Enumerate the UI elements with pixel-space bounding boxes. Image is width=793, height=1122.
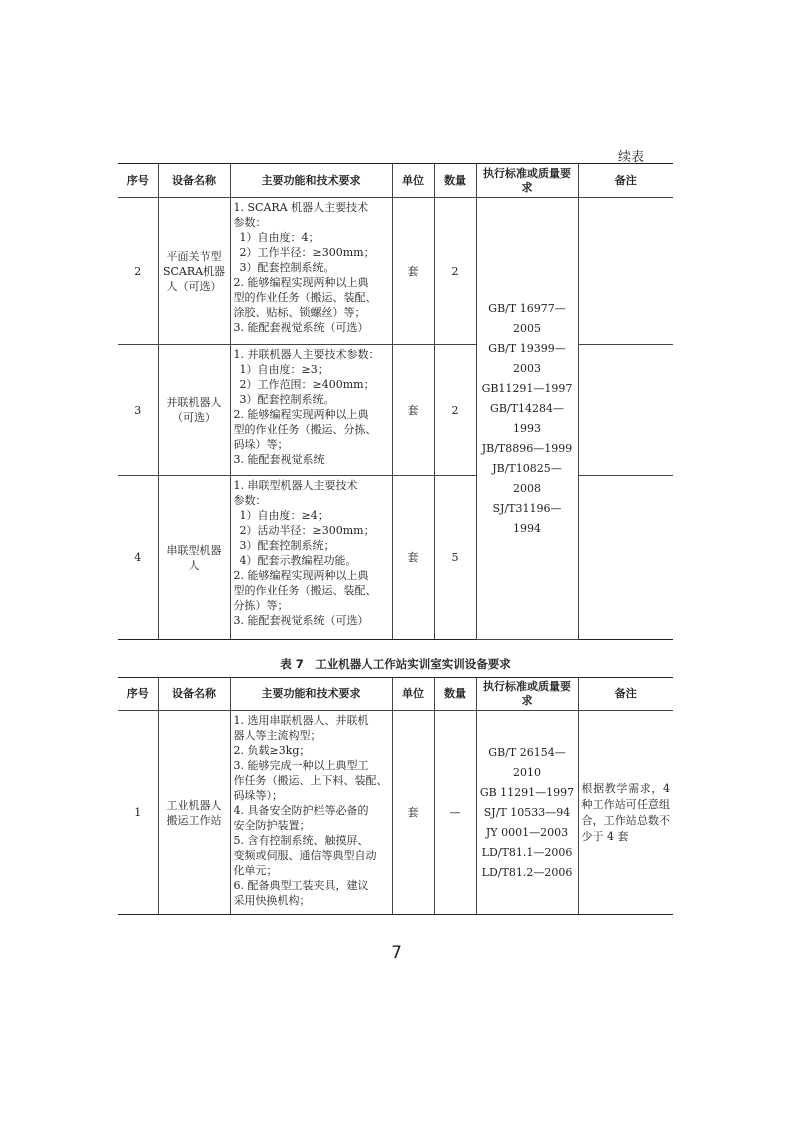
func-line: 2）工作半径：≥300mm； — [239, 246, 375, 259]
func-line: 3）配套控制系统。 — [239, 261, 335, 274]
standard-item: GB/T 16977—2005 — [488, 301, 566, 335]
func-line: 码垛）等； — [233, 438, 289, 451]
func-line: 3）配套控制系统。 — [239, 393, 335, 406]
header-std: 执行标准或质量要求 — [476, 164, 578, 198]
row-qty: — — [434, 711, 476, 915]
func-line: 5. 含有控制系统、触摸屏、 — [233, 834, 369, 847]
func-line: 1）自由度：≥4； — [239, 509, 329, 522]
row-name: 工业机器人搬运工作站 — [158, 711, 230, 915]
func-line: 2）活动半径：≥300mm； — [239, 524, 375, 537]
row-note — [578, 345, 673, 476]
row-no: 3 — [118, 345, 158, 476]
func-line: 变频或伺服、通信等典型自动 — [233, 849, 377, 862]
header-name: 设备名称 — [158, 678, 230, 711]
header-qty: 数量 — [434, 678, 476, 711]
standard-item: GB/T 26154—2010 — [488, 745, 566, 779]
table-row — [118, 711, 673, 915]
row-qty: 5 — [434, 476, 476, 640]
header-std: 执行标准或质量要求 — [476, 678, 578, 711]
row-func — [230, 345, 392, 476]
standard-item: JB/T8896—1999 — [481, 441, 573, 455]
row-note — [578, 476, 673, 640]
row-func — [230, 711, 392, 915]
continued-label: 续表 — [618, 150, 645, 165]
row-name: 并联机器人（可选） — [158, 345, 230, 476]
standard-item: GB 11291—1997 — [479, 785, 575, 799]
func-line: 2）工作范围：≥400mm； — [239, 378, 375, 391]
standard-item: LD/T81.2—2006 — [481, 865, 573, 879]
row-name: 串联型机器人 — [158, 476, 230, 640]
header-func: 主要功能和技术要求 — [230, 678, 392, 711]
func-line: 涂胶、贴标、锁螺丝）等； — [233, 306, 366, 319]
func-line: 3. 能够完成一种以上典型工 — [233, 759, 369, 772]
row-standards — [476, 198, 578, 640]
func-line: 4）配套示教编程功能。 — [239, 554, 357, 567]
func-line: 分拣）等； — [233, 599, 289, 612]
func-line: 1. 并联机器人主要技术参数： — [233, 348, 380, 361]
func-line: 安全防护装置； — [233, 819, 311, 832]
func-line: 器人等主流构型； — [233, 729, 322, 742]
row-unit: 套 — [392, 711, 434, 915]
row-no: 1 — [118, 711, 158, 915]
standard-item: GB11291—1997 — [481, 381, 573, 395]
func-line: 4. 具备安全防护栏等必备的 — [233, 804, 369, 817]
func-line: 1. 串联型机器人主要技术 — [233, 479, 358, 492]
header-no: 序号 — [118, 164, 158, 198]
func-line: 参数： — [233, 494, 267, 507]
table-row — [118, 198, 673, 345]
table-row — [118, 476, 673, 640]
func-line: 型的作业任务（搬运、装配、 — [233, 584, 377, 597]
standard-item: GB/T14284—1993 — [490, 401, 564, 435]
header-func: 主要功能和技术要求 — [230, 164, 392, 198]
func-line: 1）自由度：≥3； — [239, 363, 329, 376]
standard-item: SJ/T 10533—94 — [483, 805, 571, 819]
row-unit: 套 — [392, 345, 434, 476]
row-name: 平面关节型SCARA机器人（可选） — [158, 198, 230, 345]
func-line: 6. 配备典型工装夹具，建议 — [233, 879, 369, 892]
func-line: 化单元； — [233, 864, 278, 877]
row-unit: 套 — [392, 476, 434, 640]
header-name: 设备名称 — [158, 164, 230, 198]
row-qty: 2 — [434, 345, 476, 476]
standard-item: SJ/T31196—1994 — [492, 501, 562, 535]
row-func — [230, 476, 392, 640]
row-standards — [476, 711, 578, 915]
row-func — [230, 198, 392, 345]
row-note: 根据教学需求，4种工作站可任意组合，工作站总数不少于 4 套 — [578, 711, 673, 915]
header-unit: 单位 — [392, 164, 434, 198]
header-unit: 单位 — [392, 678, 434, 711]
func-line: 2. 能够编程实现两种以上典 — [233, 569, 369, 582]
standard-item: JB/T10825—2008 — [492, 461, 562, 495]
func-line: 1. 选用串联机器人、并联机 — [233, 714, 369, 727]
func-line: 3. 能配套视觉系统（可选） — [233, 614, 369, 627]
header-note: 备注 — [578, 164, 673, 198]
row-no: 2 — [118, 198, 158, 345]
func-line: 3. 能配套视觉系统 — [233, 453, 325, 466]
header-qty: 数量 — [434, 164, 476, 198]
func-line: 2. 能够编程实现两种以上典 — [233, 408, 369, 421]
func-line: 1. SCARA 机器人主要技术 — [233, 201, 369, 214]
func-line: 采用快换机构； — [233, 894, 311, 907]
func-line: 2. 负载≥3kg； — [233, 744, 311, 757]
row-note — [578, 198, 673, 345]
table-row — [118, 345, 673, 476]
func-line: 3. 能配套视觉系统（可选） — [233, 321, 369, 334]
row-no: 4 — [118, 476, 158, 640]
standard-item: JY 0001—2003 — [485, 825, 569, 839]
func-line: 2. 能够编程实现两种以上典 — [233, 276, 369, 289]
header-no: 序号 — [118, 678, 158, 711]
func-line: 型的作业任务（搬运、装配、 — [233, 291, 377, 304]
equipment-table-continued — [118, 163, 673, 640]
workstation-equipment-table — [118, 677, 673, 915]
header-note: 备注 — [578, 678, 673, 711]
func-line: 参数： — [233, 216, 267, 229]
func-line: 3）配套控制系统； — [239, 539, 335, 552]
standard-item: LD/T81.1—2006 — [481, 845, 573, 859]
standard-item: GB/T 19399—2003 — [488, 341, 566, 375]
func-line: 作任务（搬运、上下料、装配、 — [233, 774, 388, 787]
row-unit: 套 — [392, 198, 434, 345]
row-qty: 2 — [434, 198, 476, 345]
table-caption: 表 7 工业机器人工作站实训室实训设备要求 — [280, 657, 511, 671]
func-line: 1）自由度：4； — [239, 231, 320, 244]
func-line: 型的作业任务（搬运、分拣、 — [233, 423, 377, 436]
func-line: 码垛等）； — [233, 789, 283, 802]
page-number: 7 — [391, 943, 402, 963]
